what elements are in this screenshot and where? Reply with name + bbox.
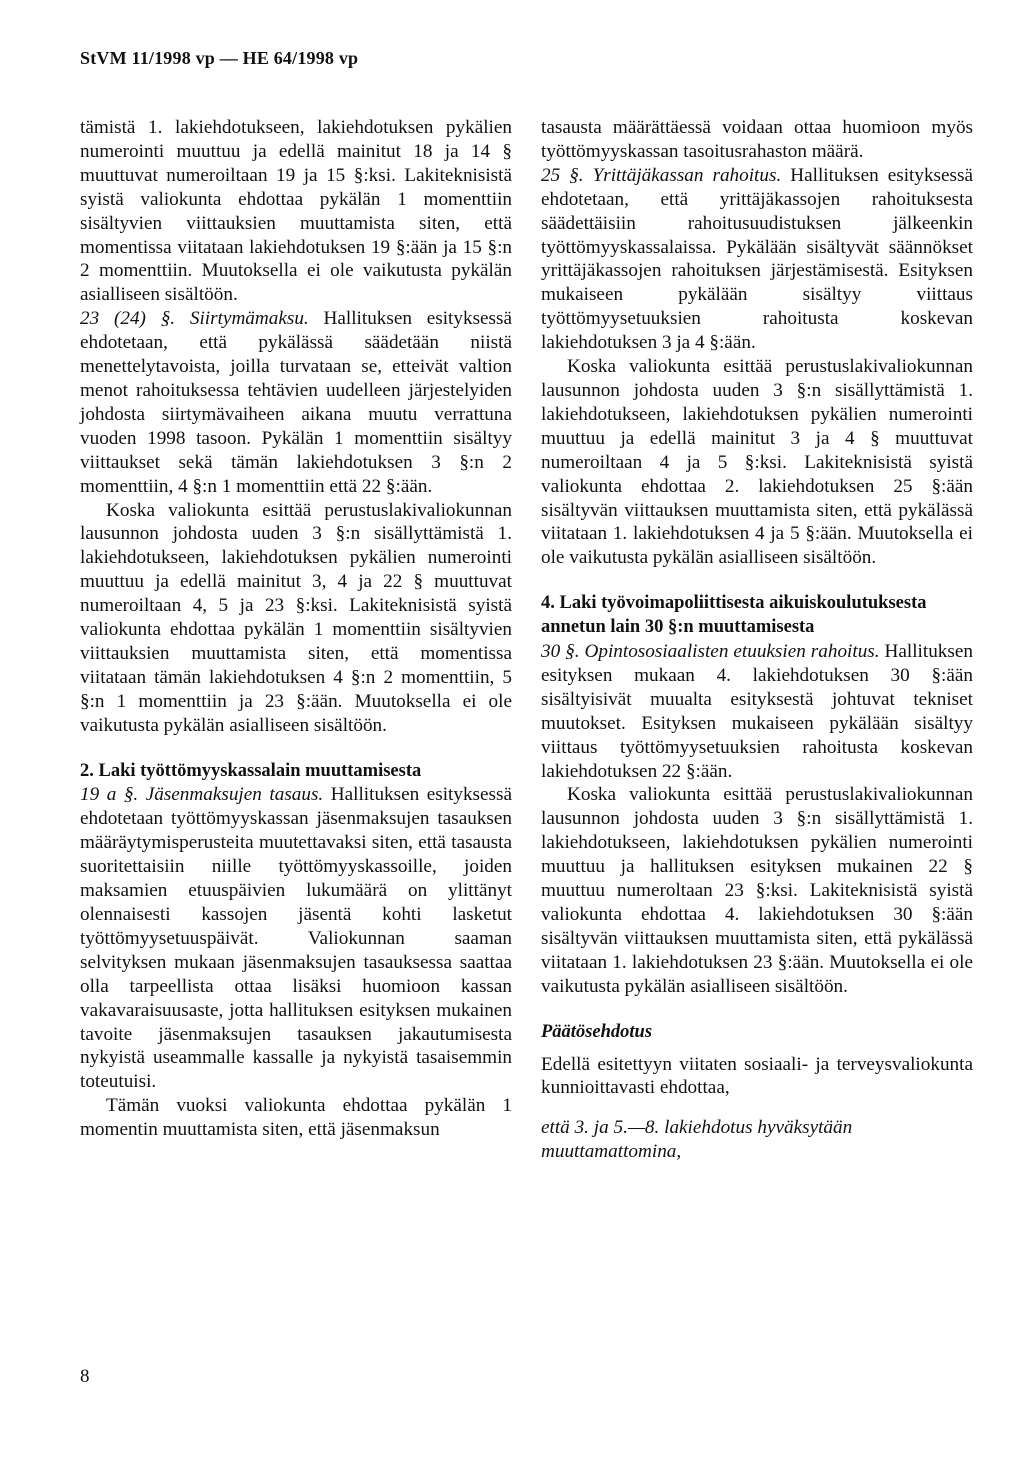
section-lead: 25 §. Yrittäjäkassan rahoitus.: [541, 164, 782, 186]
spacer: [541, 1045, 973, 1053]
decision-text: että 3. ja 5.—8. lakiehdotus hyväksytään muuttamattomina,: [541, 1117, 853, 1163]
paragraph-body: Hallituksen esityksessä ehdotetaan työttömyyskassan jäsenmaksujen tasauksen määräytymisperusteita muutettavaksi siten, että tasausta suoritettaisiin niille työttömyyskassoille, joiden maksamien etuuspäivien lukumäärä on ylittänyt olennaisesti kassojen jäsentä kohti lasketut työttömyysetuuspäivät. Valiokunnan saaman selvityksen mukaan jäsenmaksujen tasauksessa saattaa olla tarpeellista ottaa lisäksi huomioon kassan vakavaraisuusaste, jotta hallituksen esityksen mukainen tavoite jäsenmaksujen tasauksen jakautumisesta nykyistä useammalle kassalle ja nykyistä tasaisemmin toteutuisi.: [80, 784, 512, 1093]
paragraph: tämistä 1. lakiehdotukseen, lakiehdotuksen pykälien numerointi muuttuu ja edellä mainitut 18 ja 14 § muuttuvat numeroiltaan 19 ja 15 §:ksi. Lakiteknisistä syistä valiokunta ehdottaa pykälän 1 momenttiin sisältyvien viittauksien muuttamista siten, että momentissa viitataan lakiehdotuksen 19 §:ään ja 15 §:n 2 momenttiin. Muutoksella ei ole vaikutusta pykälän asialliseen sisältöön.: [80, 117, 512, 306]
paragraph: [80, 307, 512, 498]
spacer: [541, 1100, 973, 1116]
spacer: [541, 999, 973, 1021]
running-header: StVM 11/1998 vp — HE 64/1998 vp: [80, 48, 359, 68]
right-column: [541, 116, 973, 1164]
spacer: [80, 738, 512, 760]
section-lead: 19 a §. Jäsenmaksujen tasaus.: [80, 784, 324, 806]
paragraph-body: Hallituksen esityksessä ehdotetaan, että pykälässä säädetään niistä menettelytavoista, joilla turvataan se, etteivät valtion menot rahoituksessa tehtävien uudelleen järjestelyiden johdosta siirtymävaiheen aikana muutu verrattuna vuoden 1998 tasoon. Pykälän 1 momenttiin sisältyy viittaukset sekä tämän lakiehdotuksen 3 §:n 2 momenttiin, 4 §:n 1 momenttiin että 22 §:ään.: [80, 308, 512, 497]
paragraph: Edellä esitettyyn viitaten sosiaali- ja terveysvaliokunta kunnioittavasti ehdottaa,: [541, 1053, 973, 1099]
section-lead: 23 (24) §. Siirtymämaksu.: [80, 308, 309, 330]
left-column: [80, 116, 512, 1142]
paragraph: [80, 783, 512, 1094]
paragraph-body: Hallituksen esityksessä ehdotetaan, että yrittäjäkassojen rahoituksesta säädettäisiin rahoitusuudistuksen jälkeenkin työttömyyskassalaissa. Pykälään sisältyvät säännökset yrittäjäkassojen rahoituksen järjestämisestä. Esityksen mukaiseen pykälään sisältyy viittaus työttömyysetuuksien rahoitusta koskevan lakiehdotuksen 3 ja 4 §:ään.: [541, 164, 973, 354]
paragraph-body: Hallituksen esityksen mukaan 4. lakiehdotuksen 30 §:ään sisältyisivät muualta esityksestä johtuvat tekniset muutokset. Esityksen mukaiseen pykälään sisältyy viittaus työttömyysetuuksien rahoitusta koskevan lakiehdotuksen 22 §:ään.: [541, 641, 973, 782]
paragraph: Koska valiokunta esittää perustuslakivaliokunnan lausunnon johdosta uuden 3 §:n sisällyttämistä 1. lakiehdotukseen, lakiehdotuksen pykälien numerointi muuttuu ja hallituksen esityksen mukainen 22 § muuttuu numeroltaan 23 §:ksi. Lakiteknisistä syistä valiokunta ehdottaa 4. lakiehdotuksen 30 §:ään sisältyvän viittauksen muuttamista siten, että pykälässä viitataan 1. lakiehdotuksen 23 §:ään. Muutoksella ei ole vaikutusta pykälän asialliseen sisältöön.: [541, 784, 973, 997]
paragraph: Tämän vuoksi valiokunta ehdottaa pykälän 1 momentin muuttamista siten, että jäsenmaksun: [80, 1095, 512, 1141]
section-heading: 4. Laki työvoimapoliittisesta aikuiskoulutuksesta annetun lain 30 §:n muuttamisesta: [541, 593, 927, 638]
spacer: [541, 570, 973, 592]
paragraph: Koska valiokunta esittää perustuslakivaliokunnan lausunnon johdosta uuden 3 §:n sisällyttämistä 1. lakiehdotukseen, lakiehdotuksen pykälien numerointi muuttuu ja edellä mainitut 3 ja 4 § muuttuvat numeroiltaan 4 ja 5 §:ksi. Lakiteknisistä syistä valiokunta ehdottaa 2. lakiehdotuksen 25 §:ään sisältyvän viittauksen muuttamista siten, että pykälässä viitataan 1. lakiehdotuksen 4 ja 5 §:ään. Muutoksella ei ole vaikutusta pykälän asialliseen sisältöön.: [541, 356, 973, 569]
section-heading: 2. Laki työttömyyskassalain muuttamisesta: [80, 760, 422, 781]
paragraph: tasausta määrättäessä voidaan ottaa huomioon myös työttömyyskassan tasoitusrahaston määrä.: [541, 117, 973, 162]
paragraph: [541, 164, 973, 355]
paragraph: Koska valiokunta esittää perustuslakivaliokunnan lausunnon johdosta uuden 3 §:n sisällyttämistä 1. lakiehdotukseen, lakiehdotuksen pykälien numerointi muuttuu ja edellä mainitut 3, 4 ja 22 § muuttuvat numeroiltaan 4, 5 ja 23 §:ksi. Lakiteknisistä syistä valiokunta ehdottaa pykälän 1 momenttiin sisältyvien viittauksien muuttamista siten, että momentissa viitataan tämän lakiehdotuksen 4 §:n 2 momenttiin, 5 §:n 1 momenttiin ja 23 §:ään. Muutoksella ei ole vaikutusta pykälän asialliseen sisältöön.: [80, 499, 512, 736]
page-number: 8: [80, 1366, 90, 1387]
paragraph: [541, 640, 973, 783]
section-lead: 30 §. Opintososiaalisten etuuksien rahoitus.: [541, 641, 880, 663]
decision-heading: Päätösehdotus: [541, 1021, 653, 1042]
